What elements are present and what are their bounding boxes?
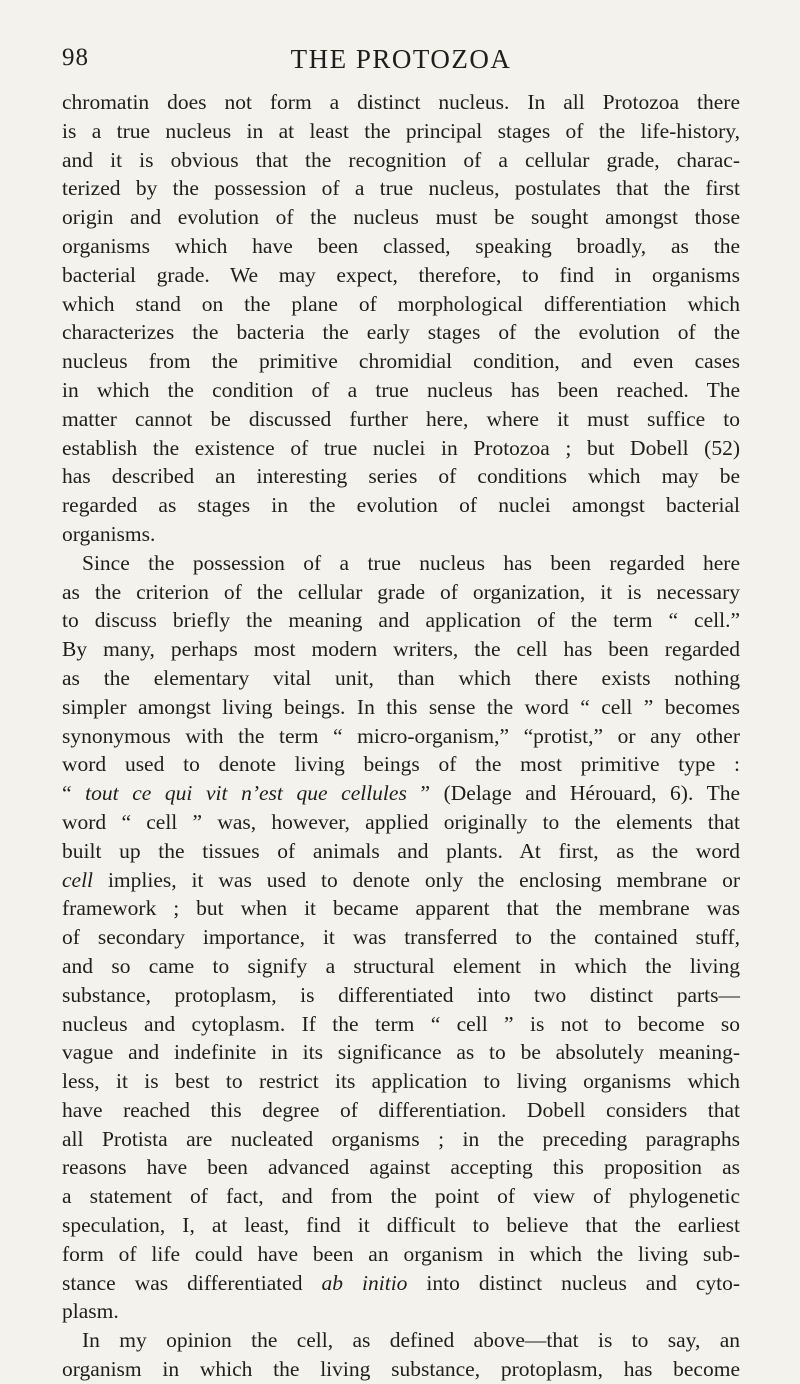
text-line: vague and indefinite in its significance as to be absolutely meaning- (62, 1040, 740, 1065)
text-line: simpler amongst living beings. In this sense the word “ cell ” becomes (62, 694, 740, 719)
text-line: framework ; but when it became apparent that the membrane was (62, 896, 740, 921)
page-number: 98 (62, 44, 89, 71)
text-line: to discuss briefly the meaning and application of the term “ cell.” (62, 608, 740, 633)
text-line: speculation, I, at least, find it difficult to believe that the earliest (62, 1213, 740, 1238)
body-text (62, 88, 740, 1384)
text-line: as the elementary vital unit, than which there exists nothing (62, 665, 740, 690)
text-line: a statement of fact, and from the point of view of phylogenetic (62, 1184, 740, 1209)
text-line: regarded as stages in the evolution of nuclei amongst bacterial (62, 493, 740, 518)
text-line: substance, protoplasm, is differentiated into two distinct parts— (62, 982, 740, 1007)
text-line: synonymous with the term “ micro-organism,” “protist,” or any other (62, 723, 740, 748)
text-line: bacterial grade. We may expect, therefore, to find in organisms (62, 262, 740, 287)
text-line: as the criterion of the cellular grade of organization, it is necessary (62, 579, 740, 604)
running-title: THE PROTOZOA (290, 44, 512, 74)
text-line: In my opinion the cell, as defined above—that is to say, an (82, 1328, 740, 1353)
text-line: reasons have been advanced against accepting this proposition as (62, 1155, 740, 1180)
text-line: word used to denote living beings of the most primitive type : (62, 752, 740, 777)
italic-phrase: ab initio (321, 1270, 408, 1295)
text-line: chromatin does not form a distinct nucleus. In all Protozoa there (62, 90, 740, 114)
text-line: organism in which the living substance, protoplasm, has become (62, 1357, 740, 1382)
text-line: “ tout ce qui vit n’est que cellules ” (Delage and Hérouard, 6). The (62, 781, 740, 806)
text-line: form of life could have been an organism in which the living sub- (62, 1241, 740, 1266)
italic-phrase: tout ce qui vit n’est que cellules (85, 781, 407, 806)
text-line: have reached this degree of differentiation. Dobell considers that (62, 1097, 740, 1122)
text-line: word “ cell ” was, however, applied originally to the elements that (62, 809, 740, 834)
page-header (62, 44, 740, 80)
text-line: and it is obvious that the recognition of a cellular grade, charac- (62, 147, 740, 172)
text-line: Since the possession of a true nucleus has been regarded here (82, 550, 740, 575)
text-line: less, it is best to restrict its application to living organisms which (62, 1069, 740, 1094)
text-line: stance was differentiated ab initio into distinct nucleus and cyto- (62, 1270, 740, 1295)
text-line: nucleus from the primitive chromidial condition, and even cases (62, 349, 740, 374)
text-line: terized by the possession of a true nucleus, postulates that the first (62, 176, 740, 201)
text-line: By many, perhaps most modern writers, the cell has been regarded (62, 637, 740, 662)
text-line: organisms which have been classed, speaking broadly, as the (62, 233, 740, 258)
text-line: cell implies, it was used to denote only the enclosing membrane or (62, 867, 740, 892)
text-line: origin and evolution of the nucleus must be sought amongst those (62, 205, 740, 230)
text-line: which stand on the plane of morphological differentiation which (62, 291, 740, 316)
text-line: organisms. (62, 521, 156, 546)
text-line: in which the condition of a true nucleus has been reached. The (62, 377, 740, 402)
italic-phrase: cell (62, 867, 94, 892)
text-line: has described an interesting series of conditions which may be (62, 464, 740, 489)
text-line: of secondary importance, it was transferred to the contained stuff, (62, 925, 740, 950)
text-line: nucleus and cytoplasm. If the term “ cell ” is not to become so (62, 1011, 740, 1036)
text-line: characterizes the bacteria the early stages of the evolution of the (62, 320, 740, 345)
text-line: is a true nucleus in at least the principal stages of the life-history, (62, 118, 740, 143)
text-line: built up the tissues of animals and plants. At first, as the word (62, 838, 740, 863)
text-line: all Protista are nucleated organisms ; in the preceding paragraphs (62, 1126, 740, 1151)
text-line: and so came to signify a structural element in which the living (62, 953, 740, 978)
text-line: plasm. (62, 1299, 119, 1324)
text-line: establish the existence of true nuclei in Protozoa ; but Dobell (52) (62, 435, 740, 460)
text-line: matter cannot be discussed further here, where it must suffice to (62, 406, 740, 431)
